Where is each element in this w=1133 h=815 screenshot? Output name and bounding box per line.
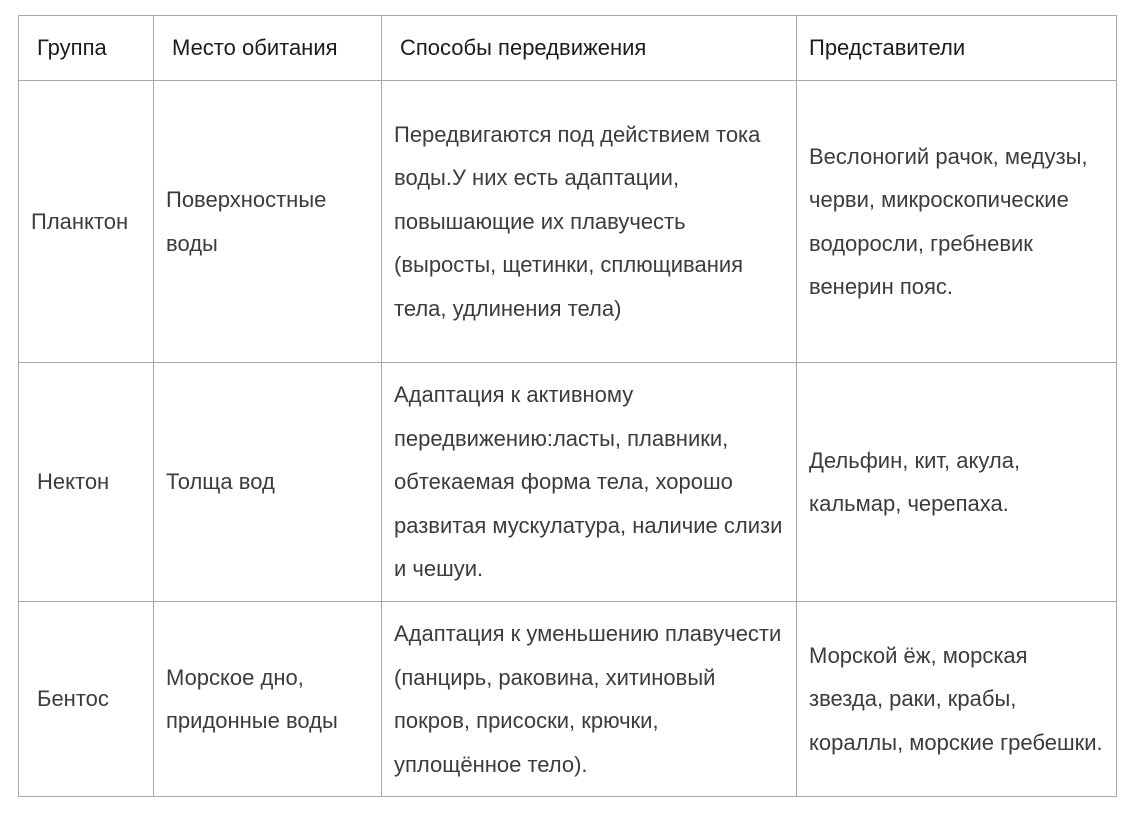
cell-movement: Адаптация к активному передвижению:ласты, плавники, обтекаемая форма тела, хорошо развитая мускулатура, наличие слизи и чешуи.: [382, 363, 797, 602]
table-header-row: [19, 16, 1117, 81]
table-row: [19, 602, 1117, 797]
table-row: [19, 363, 1117, 602]
cell-habitat: Толща вод: [154, 363, 382, 602]
habitat-table: [18, 15, 1117, 797]
habitat-table-container: [18, 15, 1117, 797]
cell-movement: Адаптация к уменьшению плавучести (панцирь, раковина, хитиновый покров, присоски, крючки, уплощённое тело).: [382, 602, 797, 797]
cell-group: Нектон: [19, 363, 154, 602]
cell-habitat: Поверхностные воды: [154, 81, 382, 363]
header-representatives: Представители: [797, 16, 1117, 81]
cell-group: Планктон: [19, 81, 154, 363]
table-row: [19, 81, 1117, 363]
cell-representatives: Веслоногий рачок, медузы, черви, микроскопические водоросли, гребневик венерин пояс.: [797, 81, 1117, 363]
cell-group: Бентос: [19, 602, 154, 797]
header-group: Группа: [19, 16, 154, 81]
header-movement: Способы передвижения: [382, 16, 797, 81]
header-habitat: Место обитания: [154, 16, 382, 81]
cell-representatives: Дельфин, кит, акула, кальмар, черепаха.: [797, 363, 1117, 602]
cell-movement: Передвигаются под действием тока воды.У них есть адаптации, повышающие их плавучесть (выросты, щетинки, сплющивания тела, удлинения тела): [382, 81, 797, 363]
cell-habitat: Морское дно, придонные воды: [154, 602, 382, 797]
cell-representatives: Морской ёж, морская звезда, раки, крабы, кораллы, морские гребешки.: [797, 602, 1117, 797]
